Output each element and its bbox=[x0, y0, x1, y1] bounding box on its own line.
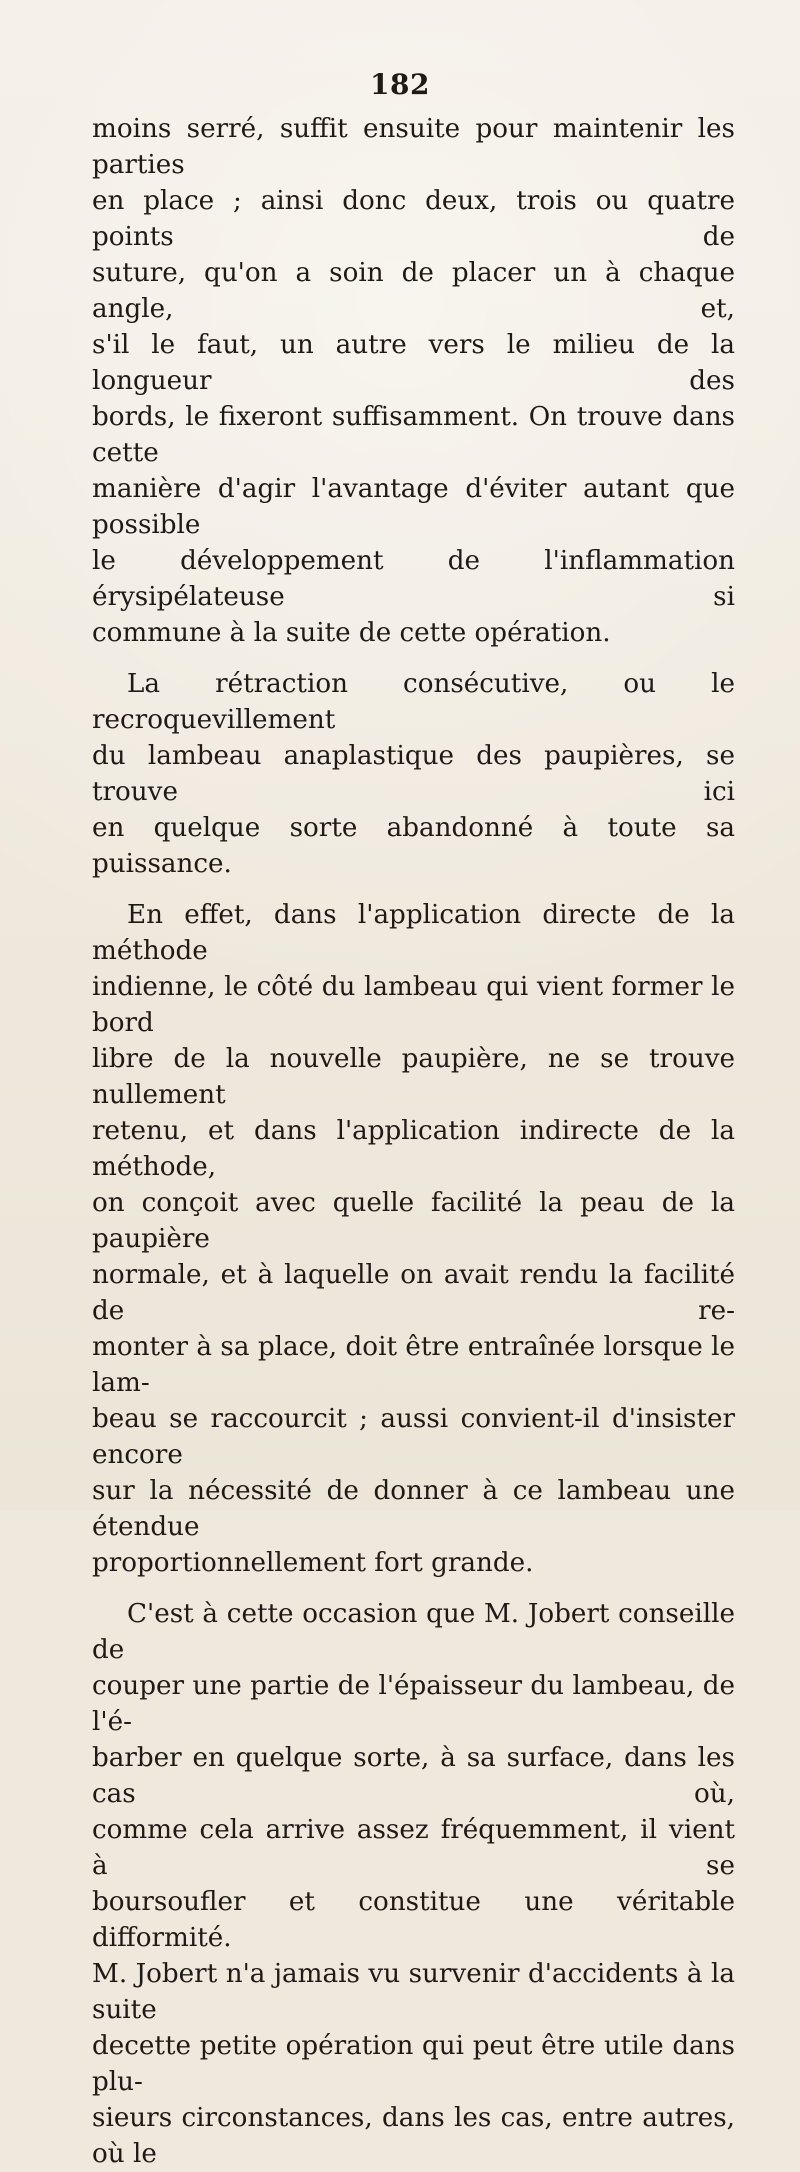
text-line: en quelque sorte abandonné à toute sa puissance. bbox=[92, 813, 735, 879]
text-line: couper une partie de l'épaisseur du lambeau, de l'é- bbox=[92, 1671, 735, 1737]
text-line: libre de la nouvelle paupière, ne se trouve nullement bbox=[92, 1044, 735, 1110]
text-line: C'est à cette occasion que M. Jobert conseille de bbox=[92, 1599, 735, 1665]
text-line: sieurs circonstances, dans les cas, entre autres, où le bbox=[92, 2103, 735, 2169]
paragraph-3 bbox=[92, 897, 735, 1581]
text-line: sur la nécessité de donner à ce lambeau une étendue bbox=[92, 1476, 735, 1542]
text-line: suture, qu'on a soin de placer un à chaque angle, et, bbox=[92, 258, 735, 324]
text-line: du lambeau anaplastique des paupières, se trouve ici bbox=[92, 741, 735, 807]
text-line: retenu, et dans l'application indirecte de la méthode, bbox=[92, 1116, 735, 1182]
text-line: moins serré, suffit ensuite pour maintenir les parties bbox=[92, 114, 735, 180]
paragraph-2 bbox=[92, 666, 735, 882]
text-line: en place ; ainsi donc deux, trois ou quatre points de bbox=[92, 186, 735, 252]
paragraph-gap bbox=[92, 882, 735, 897]
text-line: bords, le fixeront suffisamment. On trouve dans cette bbox=[92, 402, 735, 468]
text-line: decette petite opération qui peut être utile dans plu- bbox=[92, 2031, 735, 2097]
text-line: En effet, dans l'application directe de la méthode bbox=[92, 900, 735, 966]
page-text bbox=[92, 111, 735, 2172]
text-line: M. Jobert n'a jamais vu survenir d'accidents à la suite bbox=[92, 1959, 735, 2025]
text-line: monter à sa place, doit être entraînée lorsque le lam- bbox=[92, 1332, 735, 1398]
paragraph-gap bbox=[92, 651, 735, 666]
paragraph-gap bbox=[92, 1581, 735, 1596]
text-line: le développement de l'inflammation érysipélateuse si bbox=[92, 546, 735, 612]
text-line: barber en quelque sorte, à sa surface, dans les cas où, bbox=[92, 1743, 735, 1809]
text-line: boursoufler et constitue une véritable difformité. bbox=[92, 1887, 735, 1953]
page-number: 182 bbox=[370, 68, 430, 101]
text-line: manière d'agir l'avantage d'éviter autant que possible bbox=[92, 474, 735, 540]
text-line: beau se raccourcit ; aussi convient-il d'insister encore bbox=[92, 1404, 735, 1470]
paragraph-1 bbox=[92, 111, 735, 651]
text-line: normale, et à laquelle on avait rendu la facilité de re- bbox=[92, 1260, 735, 1326]
text-line: proportionnellement fort grande. bbox=[92, 1548, 534, 1578]
paragraph-4 bbox=[92, 1596, 735, 2172]
text-line: s'il le faut, un autre vers le milieu de la longueur des bbox=[92, 330, 735, 396]
text-line: indienne, le côté du lambeau qui vient former le bord bbox=[92, 972, 735, 1038]
text-line: comme cela arrive assez fréquemment, il vient à se bbox=[92, 1815, 735, 1881]
text-line: La rétraction consécutive, ou le recroquevillement bbox=[92, 669, 735, 735]
text-line: on conçoit avec quelle facilité la peau de la paupière bbox=[92, 1188, 735, 1254]
text-line: commune à la suite de cette opération. bbox=[92, 618, 611, 648]
